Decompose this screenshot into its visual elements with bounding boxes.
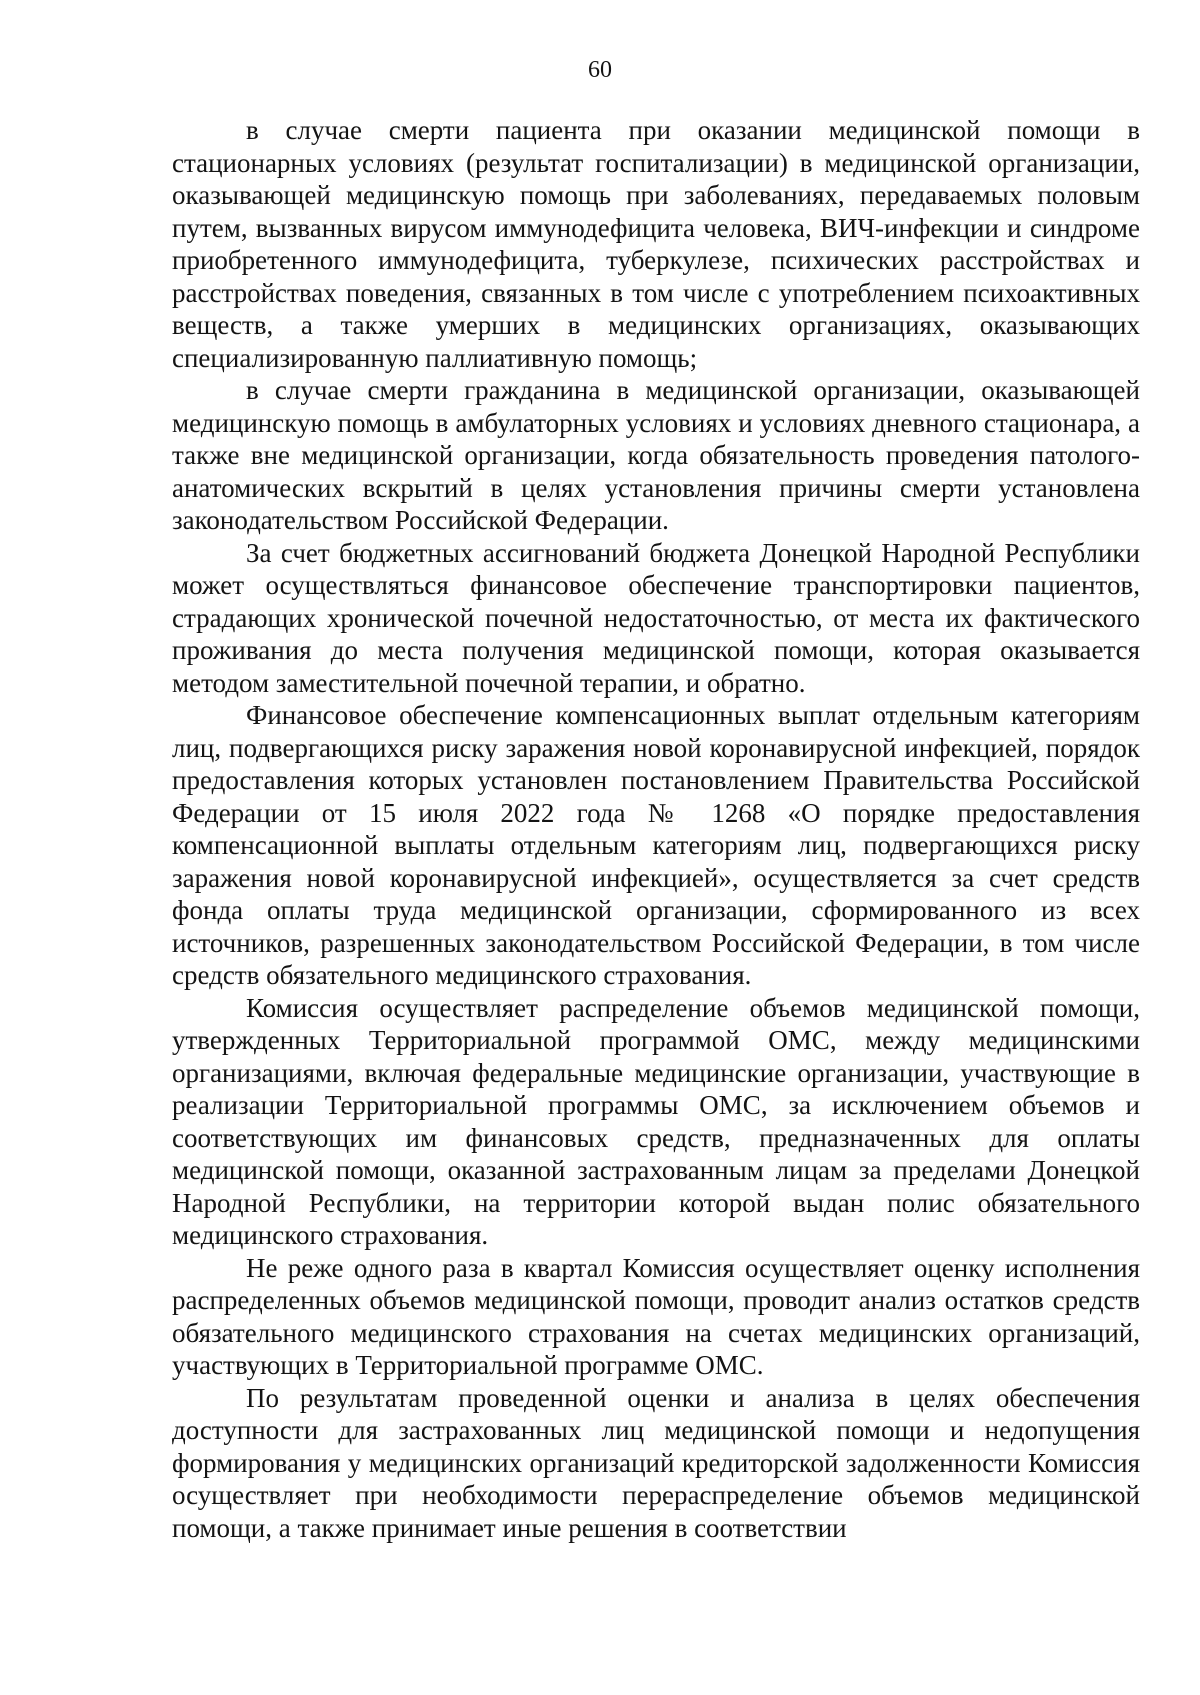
paragraph-redistribution: По результатам проведенной оценки и анализа в целях обеспечения доступности для застрахованных лиц медицинской помощи и недопущения формирования у медицинских организаций кредиторской задолженности Комиссия осуществляет при необходимости перераспределение объемов медицинской помощи, а также принимает иные решения в соответствии <box>172 1382 1140 1543</box>
paragraph-dialysis-transport: За счет бюджетных ассигнований бюджета Донецкой Народной Республики может осуществляться финансовое обеспечение транспортировки пациентов, страдающих хронической почечной недостаточностью, от места их фактического проживания до места получения медицинской помощи, которая оказывается методом заместительной почечной терапии, и обратно. <box>172 537 1140 698</box>
paragraph-quarterly-assessment: Не реже одного раза в квартал Комиссия осуществляет оценку исполнения распределенных объемов медицинской помощи, проводит анализ остатков средств обязательного медицинского страхования на счетах медицинских организаций, участвующих в Территориальной программе ОМС. <box>172 1252 1140 1380</box>
page-number: 60 <box>588 57 612 83</box>
paragraph-death-outpatient: в случае смерти гражданина в медицинской организации, оказывающей медицинскую помощь в амбулаторных условиях и условиях дневного стационара, а также вне медицинской организации, когда обязательность проведения патолого-анатомических вскрытий в целях установления причины смерти установлена законодательством Российской Федерации. <box>172 375 1140 535</box>
paragraph-covid-compensation: Финансовое обеспечение компенсационных выплат отдельным категориям лиц, подвергающихся риску заражения новой коронавирусной инфекцией, порядок предоставления которых установлен постановлением Правительства Российской Федерации от 15 июля 2022 года № 1268 «О порядке предоставления компенсационной выплаты отдельным категориям лиц, подвергающихся риску заражения новой коронавирусной инфекцией», осуществляется за счет средств фонда оплаты труда медицинской организации, сформированного из всех источников, разрешенных законодательством Российской Федерации, в том числе средств обязательного медицинского страхования. <box>172 700 1140 990</box>
paragraph-death-in-hospital: в случае смерти пациента при оказании медицинской помощи в стационарных условиях (результат госпитализации) в медицинской организации, оказывающей медицинскую помощь при заболеваниях, передаваемых половым путем, вызванных вирусом иммунодефицита человека, ВИЧ-инфекции и синдроме приобретенного иммунодефицита, туберкулезе, психических расстройствах и расстройствах поведения, связанных в том числе с употреблением психоактивных веществ, а также умерших в медицинских организациях, оказывающих специализированную паллиативную помощь; <box>172 115 1140 373</box>
document-body <box>172 114 1140 1544</box>
paragraph-commission-distribution: Комиссия осуществляет распределение объемов медицинской помощи, утвержденных Территориальной программой ОМС, между медицинскими организациями, включая федеральные медицинские организации, участвующие в реализации Территориальной программы ОМС, за исключением объемов и соответствующих им финансовых средств, предназначенных для оплаты медицинской помощи, оказанной застрахованным лицам за пределами Донецкой Народной Республики, на территории которой выдан полис обязательного медицинского страхования. <box>172 992 1140 1250</box>
